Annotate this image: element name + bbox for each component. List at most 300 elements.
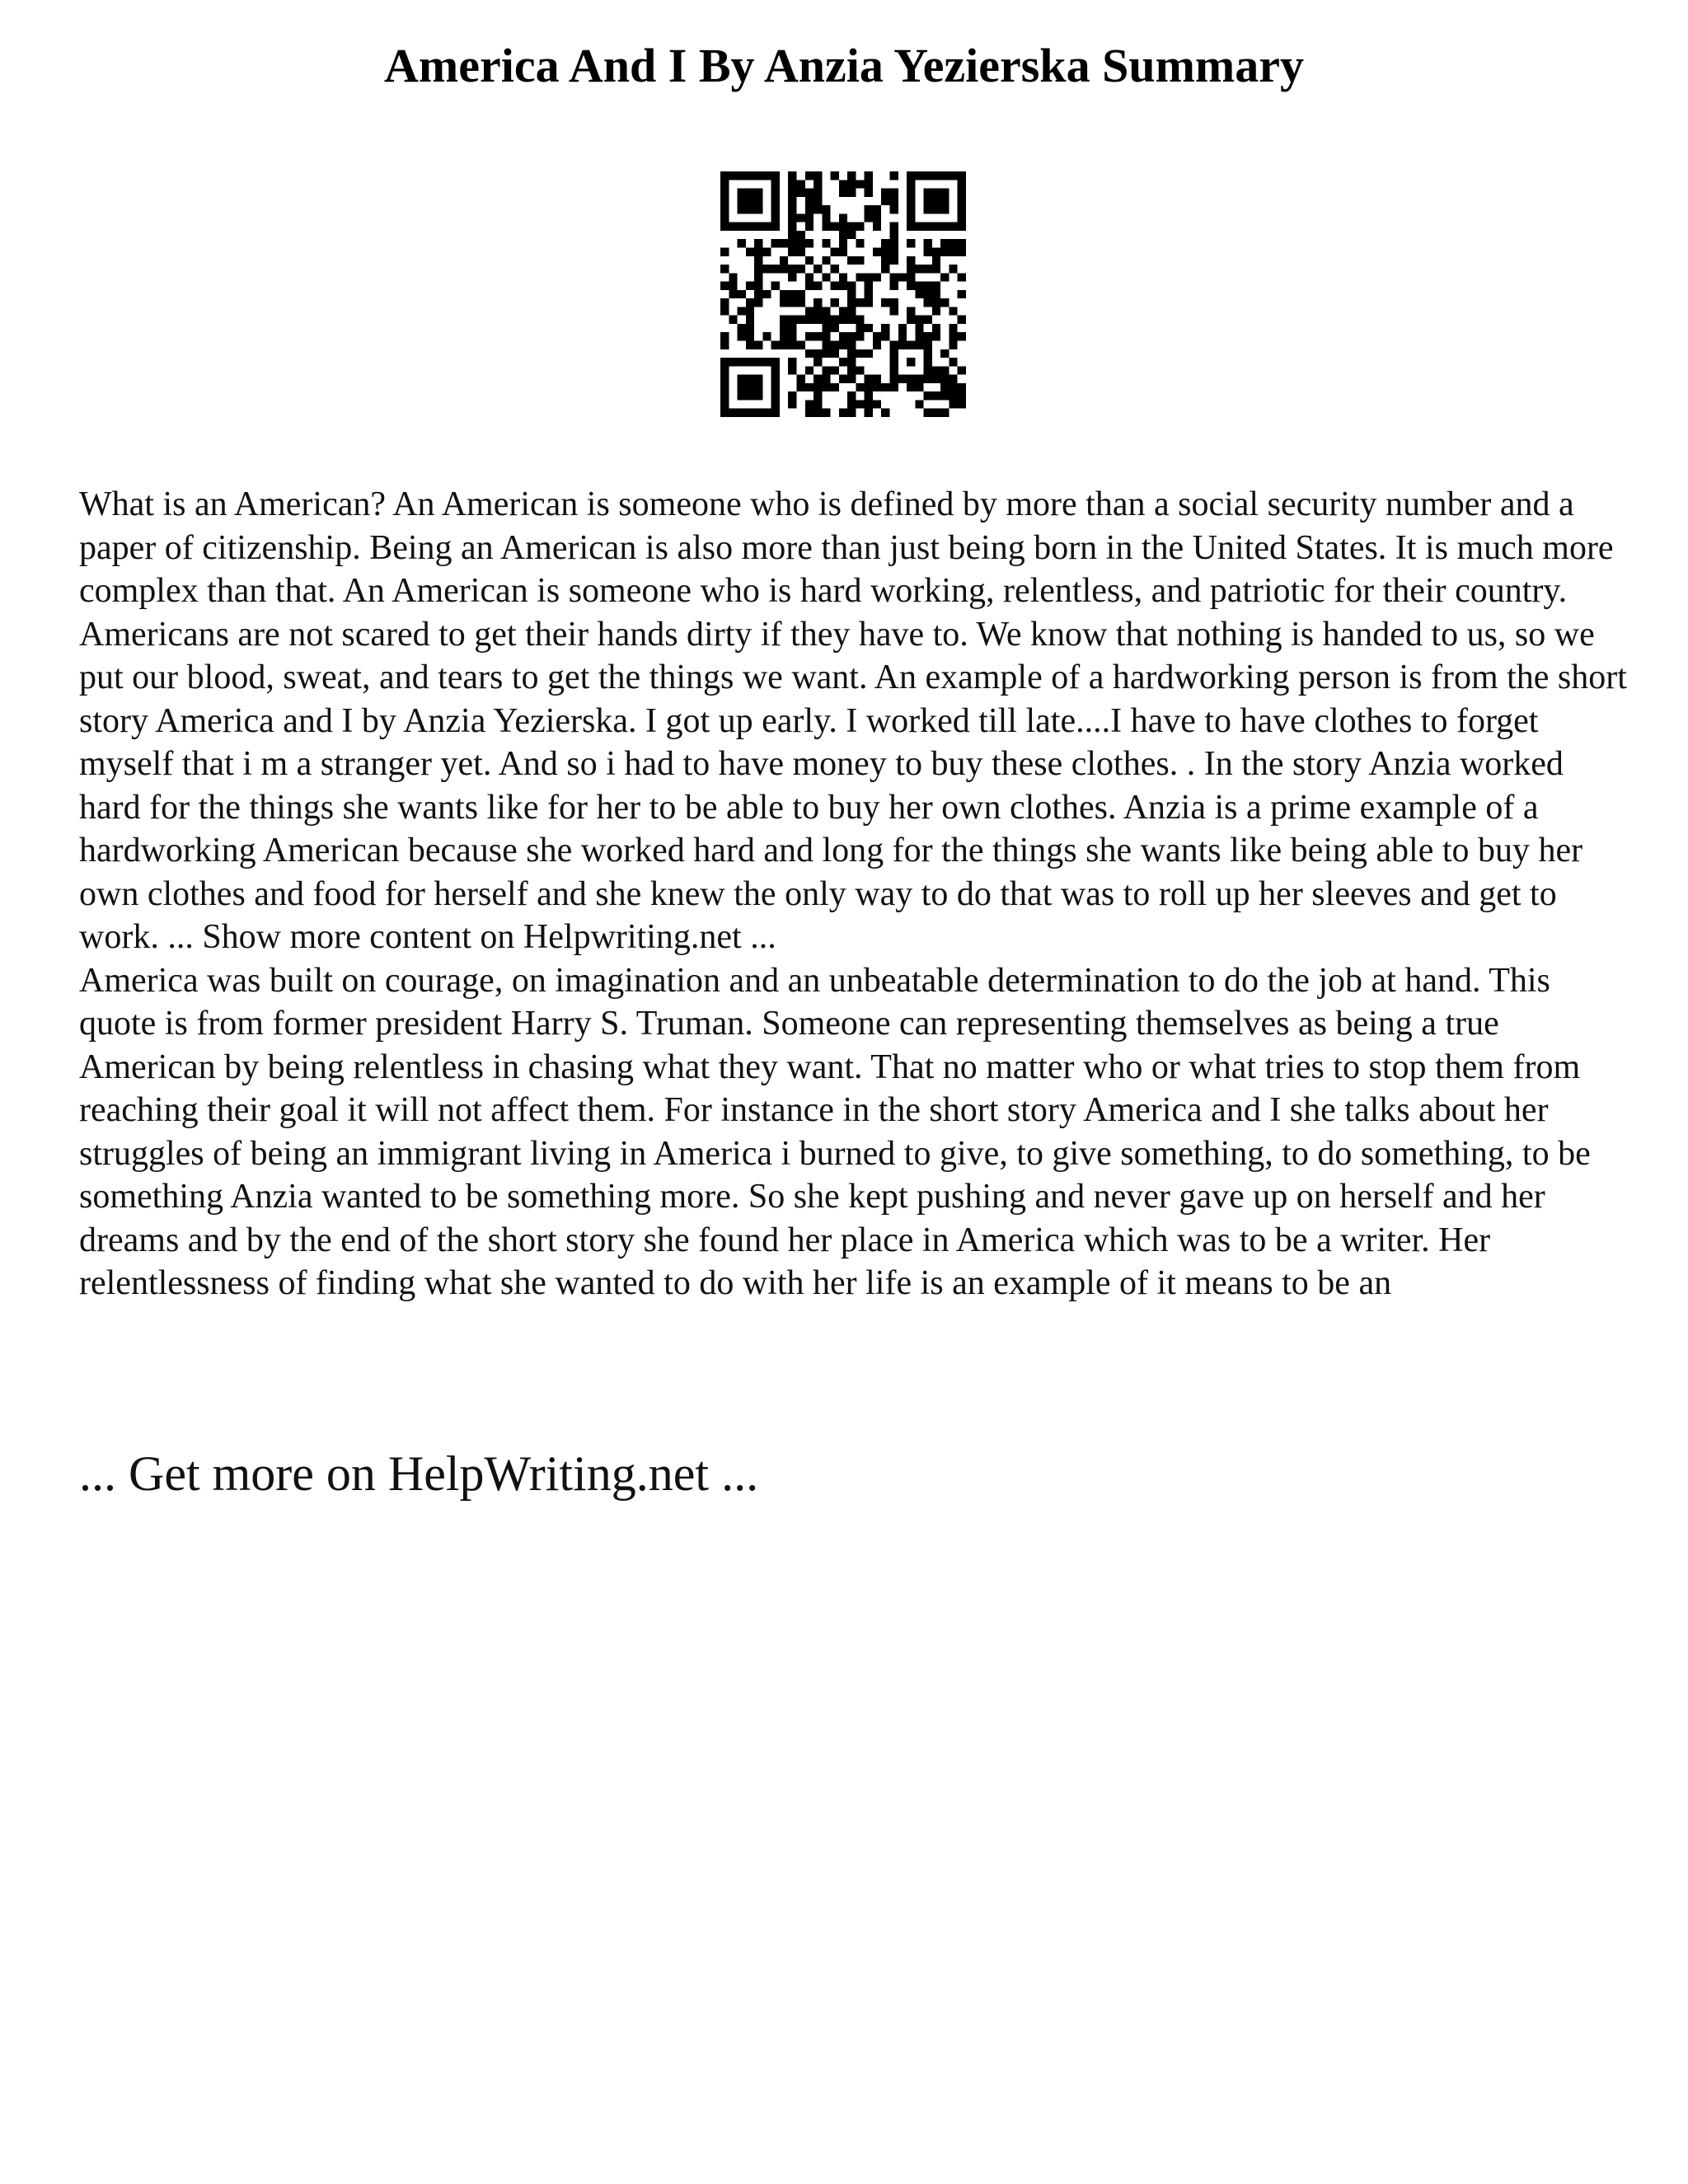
qr-module [738,223,746,231]
qr-module [754,256,762,265]
qr-module [805,332,814,340]
qr-module [847,358,856,366]
qr-module [865,213,873,222]
qr-module [915,383,923,391]
qr-module [949,391,957,400]
qr-module [788,171,796,180]
qr-module [746,375,754,383]
qr-module [720,400,729,408]
qr-module [907,375,915,383]
qr-module [771,391,780,400]
qr-module [890,341,898,349]
qr-module [746,332,754,340]
qr-module [898,375,907,383]
qr-module [865,205,873,213]
qr-module [822,349,830,358]
qr-module [907,223,915,231]
qr-module [907,316,915,324]
qr-module [729,171,737,180]
qr-module [915,223,923,231]
qr-module [788,213,796,222]
qr-module [856,180,864,188]
qr-module [907,180,915,188]
qr-module [788,231,796,239]
qr-module [915,400,923,408]
qr-module [754,282,762,290]
qr-module [839,273,847,281]
qr-module [847,282,856,290]
qr-module [729,409,737,417]
qr-module [814,197,822,205]
qr-module [839,282,847,290]
qr-module [814,316,822,324]
qr-module [831,316,839,324]
qr-module [788,197,796,205]
qr-module [805,400,814,408]
qr-module [932,197,940,205]
qr-module [958,171,966,180]
qr-module [805,205,814,213]
qr-module [890,197,898,205]
qr-module [788,223,796,231]
qr-module [865,298,873,307]
qr-module [831,171,839,180]
qr-module [738,307,746,315]
qr-module [788,273,796,281]
qr-module [907,383,915,391]
qr-module [890,349,898,358]
qr-module [940,239,949,247]
qr-module [932,409,940,417]
qr-module [940,273,949,281]
qr-module [847,316,856,324]
body-paragraph-2: America was built on courage, on imagination and an unbeatable determination to do the job at hand. This quote is from former president Harry S. Truman. Someone can representing themselves as being a true American by being relentless in chasing what they want. That no matter who or what tries to stop them from reaching their goal it will not affect them. For instance in the short story America and I she talks about her struggles of being an immigrant living in America i burned to give, to give something, to do something, to be something Anzia wanted to be something more. So she kept pushing and never gave up on herself and her dreams and by the end of the short story she found her place in America which was to be a writer. Her relentlessness of finding what she wanted to do with her life is an example of it means to be an [79,961,1591,1302]
qr-module [856,239,864,247]
qr-module [754,247,762,255]
qr-module [738,189,746,197]
qr-module [788,324,796,332]
qr-module [720,205,729,213]
qr-module [822,324,830,332]
qr-module [881,197,889,205]
qr-module [847,391,856,400]
qr-module [814,205,822,213]
qr-module [847,307,856,315]
qr-module [865,180,873,188]
qr-module [805,349,814,358]
qr-module [831,265,839,273]
qr-module [762,290,771,298]
qr-module [856,223,864,231]
qr-module [932,282,940,290]
qr-module [754,358,762,366]
qr-module [822,316,830,324]
qr-module [932,391,940,400]
qr-module [940,247,949,255]
qr-module [856,332,864,340]
qr-code-graphic [720,171,966,417]
qr-module [958,383,966,391]
qr-module [949,341,957,349]
qr-module [771,205,780,213]
qr-module [754,375,762,383]
qr-module [780,239,788,247]
qr-module [907,273,915,281]
qr-module [805,409,814,417]
qr-module [822,223,830,231]
qr-module [924,223,932,231]
qr-module [754,341,762,349]
qr-module [738,171,746,180]
qr-module [720,265,729,273]
qr-module [831,223,839,231]
qr-module [780,265,788,273]
qr-module [865,290,873,298]
qr-module [890,223,898,231]
qr-module [780,256,788,265]
document-body [79,483,1629,1305]
qr-module [924,316,932,324]
qr-module [796,231,804,239]
get-more-link[interactable]: ... Get more on HelpWriting.net ... [79,1446,759,1501]
qr-module [958,400,966,408]
qr-module [932,298,940,307]
qr-module [738,332,746,340]
qr-module [890,205,898,213]
qr-module [788,358,796,366]
qr-module [746,324,754,332]
qr-module [915,341,923,349]
qr-module [771,400,780,408]
qr-module [940,197,949,205]
qr-module [754,265,762,273]
qr-module [762,171,771,180]
qr-module [915,171,923,180]
qr-module [958,247,966,255]
qr-module [949,375,957,383]
qr-module [865,383,873,391]
qr-module [924,366,932,374]
qr-module [932,324,940,332]
qr-module [873,273,881,281]
qr-module [949,400,957,408]
qr-module [847,400,856,408]
qr-module [932,375,940,383]
qr-module [796,239,804,247]
qr-module [839,341,847,349]
qr-module [738,375,746,383]
qr-module [796,189,804,197]
qr-module [924,265,932,273]
qr-module [796,341,804,349]
qr-module [738,290,746,298]
qr-module [890,256,898,265]
qr-module [949,223,957,231]
qr-module [762,358,771,366]
qr-module [771,282,780,290]
qr-module [932,205,940,213]
qr-module [771,239,780,247]
qr-module [805,213,814,222]
qr-code-icon[interactable] [720,171,966,417]
qr-module [839,375,847,383]
body-paragraph-1: What is an American? An American is someone who is defined by more than a social security number and a paper of citizenship. Being an American is also more than just being born in the United States. It is much more complex than that. An American is someone who is hard working, relentless, and patriotic for their country. Americans are not scared to get their hands dirty if they have to. We know that nothing is handed to us, so we put our blood, sweat, and tears to get the things we want. An example of a hardworking person is from the short story America and I by Anzia Yezierska. I got up early. I worked till late....I have to have clothes to forget myself that i m a stranger yet. And so i had to have money to buy these clothes. . In the story Anzia worked hard for the things she wants like for her to be able to buy her own clothes. Anzia is a prime example of a hardworking American because she worked hard and long for the things she wants like being able to buy her own clothes and food for herself and she knew the only way to do that was to roll up her sleeves and get to work. ... Show more content on Helpwriting.net ... [79,485,1627,956]
qr-module [847,290,856,298]
qr-module [822,409,830,417]
qr-module [865,324,873,332]
qr-module [720,298,729,307]
qr-module [949,383,957,391]
qr-module [915,332,923,340]
qr-module [788,189,796,197]
qr-module [958,180,966,188]
qr-module [822,273,830,281]
qr-module [720,409,729,417]
qr-module [898,332,907,340]
qr-module [754,239,762,247]
qr-module [881,298,889,307]
qr-module [746,189,754,197]
qr-module [746,307,754,315]
qr-module [898,341,907,349]
qr-module [814,383,822,391]
qr-module [746,197,754,205]
qr-module [822,341,830,349]
qr-module [924,341,932,349]
qr-module [856,256,864,265]
qr-module [720,247,729,255]
qr-module [847,341,856,349]
qr-module [924,358,932,366]
qr-module [814,400,822,408]
qr-module [788,366,796,374]
qr-module [881,247,889,255]
qr-module [940,366,949,374]
qr-module [754,205,762,213]
qr-module [814,349,822,358]
qr-module [729,316,737,324]
qr-module [805,316,814,324]
qr-module [924,409,932,417]
qr-module [780,341,788,349]
qr-module [788,341,796,349]
qr-module [814,171,822,180]
qr-module [907,265,915,273]
qr-module [822,239,830,247]
qr-module [839,316,847,324]
qr-module [924,290,932,298]
qr-module [907,205,915,213]
qr-module [847,231,856,239]
qr-module [924,171,932,180]
qr-module [873,205,881,213]
qr-module [949,239,957,247]
qr-module [847,256,856,265]
qr-module [856,400,864,408]
qr-module [924,197,932,205]
qr-module [915,290,923,298]
qr-module [940,383,949,391]
qr-module [890,358,898,366]
qr-module [949,307,957,315]
qr-module [762,223,771,231]
qr-module [814,189,822,197]
qr-module [805,366,814,374]
qr-module [949,358,957,366]
qr-module [856,349,864,358]
qr-module [788,400,796,408]
qr-module [881,324,889,332]
qr-module [822,213,830,222]
qr-module [822,366,830,374]
qr-module [932,265,940,273]
qr-module [754,223,762,231]
qr-module [890,383,898,391]
qr-module [805,189,814,197]
qr-module [796,265,804,273]
qr-module [856,273,864,281]
qr-module [788,247,796,255]
qr-module [814,332,822,340]
qr-module [907,213,915,222]
qr-module [847,189,856,197]
qr-module [746,341,754,349]
qr-module [839,239,847,247]
qr-module [796,375,804,383]
qr-module [932,247,940,255]
qr-module [771,171,780,180]
qr-module [958,332,966,340]
qr-module [720,358,729,366]
qr-module [805,171,814,180]
qr-module [890,282,898,290]
qr-module [814,265,822,273]
qr-module [932,189,940,197]
qr-module [907,189,915,197]
qr-module [881,239,889,247]
qr-module [847,171,856,180]
qr-module [940,205,949,213]
qr-module [780,290,788,298]
qr-module [738,324,746,332]
qr-module [729,290,737,298]
qr-module [958,189,966,197]
qr-module [746,282,754,290]
qr-module [729,282,737,290]
qr-module [754,298,762,307]
qr-module [746,383,754,391]
qr-module [865,171,873,180]
qr-module [881,409,889,417]
qr-module [958,316,966,324]
qr-module [865,375,873,383]
qr-module [847,366,856,374]
qr-module [771,341,780,349]
qr-module [881,383,889,391]
qr-module [839,213,847,222]
qr-module [907,256,915,265]
qr-module [805,282,814,290]
qr-module [915,316,923,324]
qr-module [771,375,780,383]
qr-module [865,273,873,281]
qr-module [881,189,889,197]
qr-module [924,298,932,307]
qr-module [746,391,754,400]
qr-module [814,409,822,417]
qr-module [720,383,729,391]
qr-module [839,180,847,188]
qr-module [738,358,746,366]
qr-module [814,298,822,307]
qr-module [771,223,780,231]
qr-module [932,256,940,265]
qr-module [847,223,856,231]
qr-module [720,307,729,315]
qr-module [898,324,907,332]
qr-module [738,205,746,213]
qr-module [771,366,780,374]
qr-module [881,332,889,340]
qr-module [754,189,762,197]
qr-module [847,375,856,383]
qr-module [890,247,898,255]
qr-module [907,239,915,247]
qr-module [839,247,847,255]
qr-module [720,213,729,222]
qr-module [814,375,822,383]
qr-module [771,213,780,222]
qr-module [831,383,839,391]
qr-module [856,316,864,324]
qr-module [754,391,762,400]
qr-module [839,189,847,197]
qr-module [754,171,762,180]
qr-module [940,375,949,383]
qr-module [856,366,864,374]
qr-module [839,358,847,366]
qr-module [796,383,804,391]
qr-module [788,298,796,307]
qr-module [720,332,729,340]
qr-module [958,290,966,298]
qr-module [839,409,847,417]
qr-module [720,223,729,231]
qr-module [932,307,940,315]
qr-module [940,223,949,231]
qr-module [780,298,788,307]
qr-module [881,256,889,265]
qr-module [898,273,907,281]
qr-module [856,383,864,391]
qr-module [805,239,814,247]
qr-module [907,341,915,349]
qr-module [940,409,949,417]
qr-module [907,197,915,205]
qr-module [720,197,729,205]
qr-module [720,375,729,383]
qr-module [822,332,830,340]
qr-module [924,189,932,197]
qr-module [796,298,804,307]
qr-module [865,400,873,408]
qr-module [949,247,957,255]
qr-module [738,383,746,391]
qr-module [890,366,898,374]
qr-module [729,273,737,281]
qr-module [780,324,788,332]
qr-module [822,307,830,315]
